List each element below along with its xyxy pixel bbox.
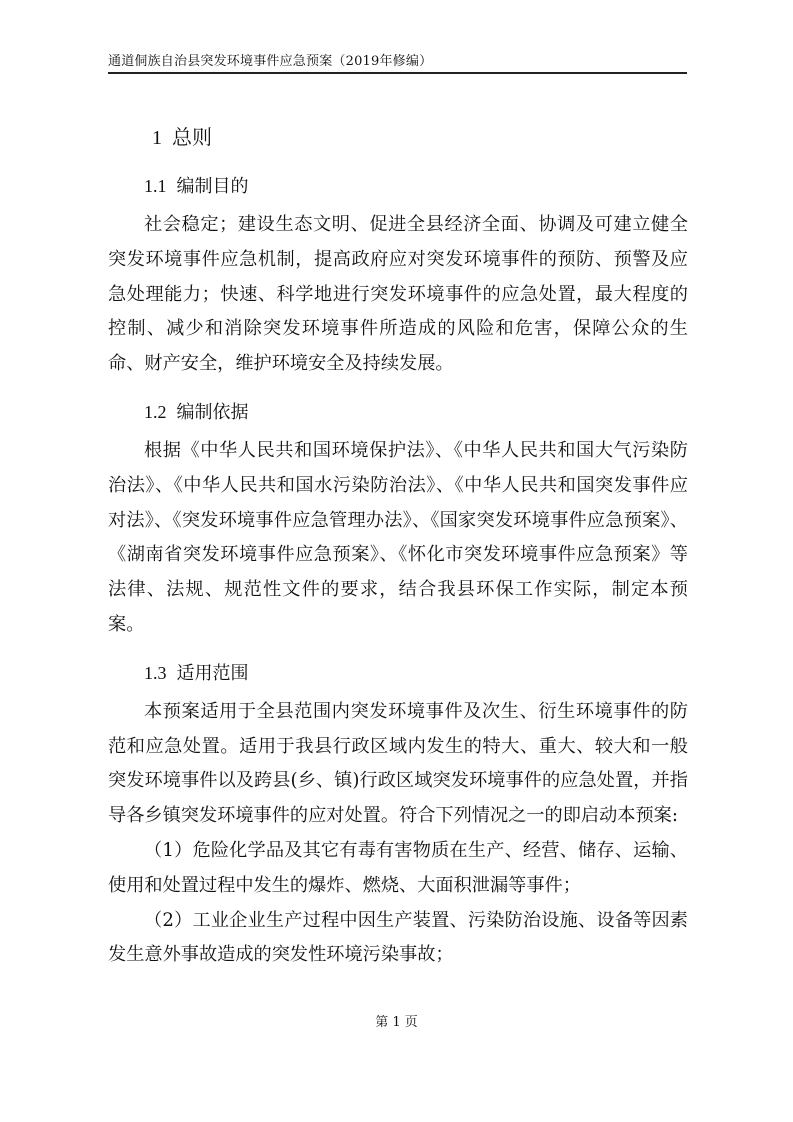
paragraph: 社会稳定；建设生态文明、促进全县经济全面、协调及可建立健全突发环境事件应急机制，提高政府应对突发环境事件的预防、预警及应急处理能力；快速、科学地进行突发环境事件的应急处置，最大程度的控制、减少和消除突发环境事件所造成的风险和危害，保障公众的生命、财产安全，维护环境安全及持续发展。: [108, 214, 688, 375]
chapter-heading: [152, 118, 688, 156]
section-heading-1-2: [144, 396, 688, 428]
list-item: （1）危险化学品及其它有毒有害物质在生产、经营、储存、运输、使用和处置过程中发生的爆炸、燃烧、大面积泄漏等事件；: [108, 839, 688, 896]
page-number: 第 1 页: [375, 1015, 418, 1030]
chapter-number: 1: [152, 127, 162, 149]
paragraph: 根据《中华人民共和国环境保护法》、《中华人民共和国大气污染防治法》、《中华人民共和国水污染防治法》、《中华人民共和国突发事件应对法》、《突发环境事件应急管理办法》、《国家突发环境事件应急预案》、《湖南省突发环境事件应急预案》、《怀化市突发环境事件应急预案》等法律、法规、规范性文件的要求，结合我县环保工作实际，制定本预案。: [108, 439, 688, 635]
section-heading-1-1: [144, 170, 688, 202]
section-title: 适用范围: [176, 662, 249, 684]
section-title: 编制依据: [176, 401, 249, 423]
chapter-title: 总则: [172, 125, 212, 149]
list-item: （2）工业企业生产过程中因生产装置、污染防治设施、设备等因素发生意外事故造成的突发性环境污染事故；: [108, 909, 688, 966]
section-heading-1-3: [144, 657, 688, 689]
running-header: 通道侗族自治县突发环境事件应急预案（2019年修编）: [108, 54, 433, 69]
document-body: [108, 118, 688, 973]
section-title: 编制目的: [176, 176, 249, 197]
section-number: 1.2: [144, 401, 167, 422]
paragraph: 本预案适用于全县范围内突发环境事件及次生、衍生环境事件的防范和应急处置。适用于我县行政区域内发生的特大、重大、较大和一般突发环境事件以及跨县(乡、镇)行政区域突发环境事件的应急处置，并指导各乡镇突发环境事件的应对处置。符合下列情况之一的即启动本预案:: [108, 700, 688, 827]
section-number: 1.3: [144, 662, 167, 683]
header-rule: [108, 72, 687, 74]
section-number: 1.1: [144, 176, 167, 196]
